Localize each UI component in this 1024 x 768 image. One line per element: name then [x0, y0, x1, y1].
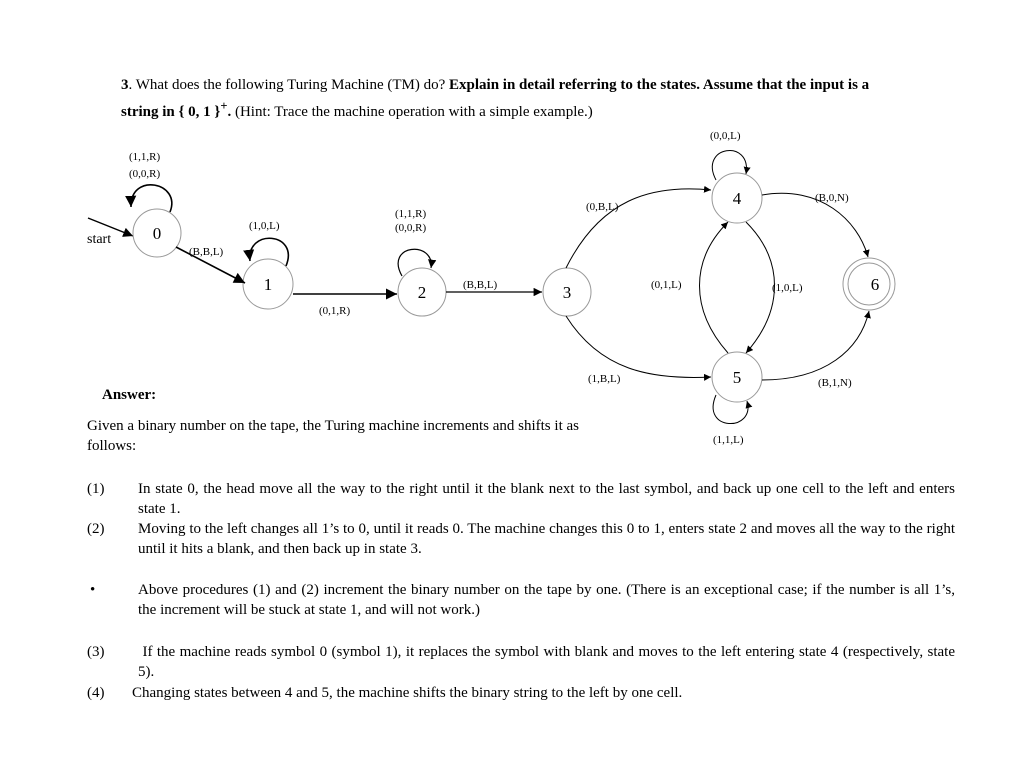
start-label: start — [87, 232, 112, 247]
item-marker: (3) — [87, 644, 105, 660]
answer-item-1 — [87, 479, 955, 519]
item-marker: (4) — [87, 685, 105, 701]
question-number: 3 — [121, 77, 129, 93]
edge-q5-q6 — [762, 311, 869, 380]
state-1 — [243, 259, 293, 309]
label-q1-loop: (1,0,L) — [249, 220, 280, 232]
label-q2-loop-a: (1,1,R) — [395, 208, 427, 220]
loop-q0 — [131, 185, 172, 212]
label-q2-loop-b: (0,0,R) — [395, 222, 427, 234]
answer-title: Answer: — [102, 387, 157, 403]
bullet-marker: • — [90, 582, 96, 598]
item-text: If the machine reads symbol 0 (symbol 1), it replaces the symbol with blank and moves to the left entering state 4 (respectively, state 5). — [138, 644, 959, 680]
question-lead: . What does the following Turing Machine (TM) do? — [128, 77, 450, 93]
state-0 — [133, 209, 181, 257]
svg-text:1: 1 — [263, 275, 273, 294]
label-q4-loop: (0,0,L) — [710, 130, 741, 142]
answer-intro: Given a binary number on the tape, the Turing machine increments and shifts it as follows: — [87, 418, 579, 454]
edge-q4-q5 — [746, 222, 775, 353]
edge-q3-q5 — [566, 316, 711, 377]
svg-text:4: 4 — [732, 189, 742, 208]
item-text: Above procedures (1) and (2) increment the binary number on the tape by one. (There is an exceptional case; if the number is all 1’s, the increment will be stuck at state 1, and will not work.) — [138, 582, 955, 618]
label-q4-q5: (1,0,L) — [772, 282, 803, 294]
question-instruction: Explain in detail referring to the states. Assume that the input is a string in { 0, 1 }+. — [121, 77, 870, 120]
svg-text:5: 5 — [732, 368, 742, 387]
question-hint: (Hint: Trace the machine operation with a simple example.) — [231, 104, 593, 120]
answer-item-3 — [87, 642, 959, 682]
svg-text:6: 6 — [870, 275, 880, 294]
label-q0-q1: (B,B,L) — [189, 246, 224, 258]
state-5 — [712, 352, 762, 402]
svg-text:2: 2 — [417, 283, 427, 302]
state-2 — [398, 268, 446, 316]
answer-bullet — [87, 580, 955, 620]
label-q5-loop: (1,1,L) — [713, 434, 744, 446]
state-3 — [543, 268, 591, 316]
label-q1-q2: (0,1,R) — [319, 305, 351, 317]
label-q5-q4: (0,1,L) — [651, 279, 682, 291]
label-q5-q6: (B,1,N) — [818, 377, 852, 389]
svg-text:3: 3 — [562, 283, 572, 302]
label-q3-q5: (1,B,L) — [588, 373, 621, 385]
state-4 — [712, 173, 762, 223]
label-q0-loop-b: (0,0,R) — [129, 168, 161, 180]
answer-item-2 — [87, 519, 955, 559]
state-6-accepting — [843, 258, 895, 310]
svg-text:0: 0 — [152, 224, 162, 243]
label-q2-q3: (B,B,L) — [463, 279, 498, 291]
answer-item-4 — [87, 683, 955, 703]
item-marker: (1) — [87, 481, 105, 497]
item-text: In state 0, the head move all the way to the right until it the blank next to the last symbol, and back up one cell to the left and enters state 1. — [138, 481, 955, 517]
label-q3-q4: (0,B,L) — [586, 201, 619, 213]
label-q0-loop-a: (1,1,R) — [129, 151, 161, 163]
item-marker: (2) — [87, 521, 105, 537]
item-text: Changing states between 4 and 5, the machine shifts the binary string to the left by one cell. — [132, 685, 683, 701]
label-q4-q6: (B,0,N) — [815, 192, 849, 204]
edge-q5-q4 — [700, 222, 729, 353]
item-text: Moving to the left changes all 1’s to 0, until it reads 0. The machine changes this 0 to 1, enters state 2 and moves all the way to the right until it hits a blank, and then back up in state 3. — [138, 521, 955, 557]
